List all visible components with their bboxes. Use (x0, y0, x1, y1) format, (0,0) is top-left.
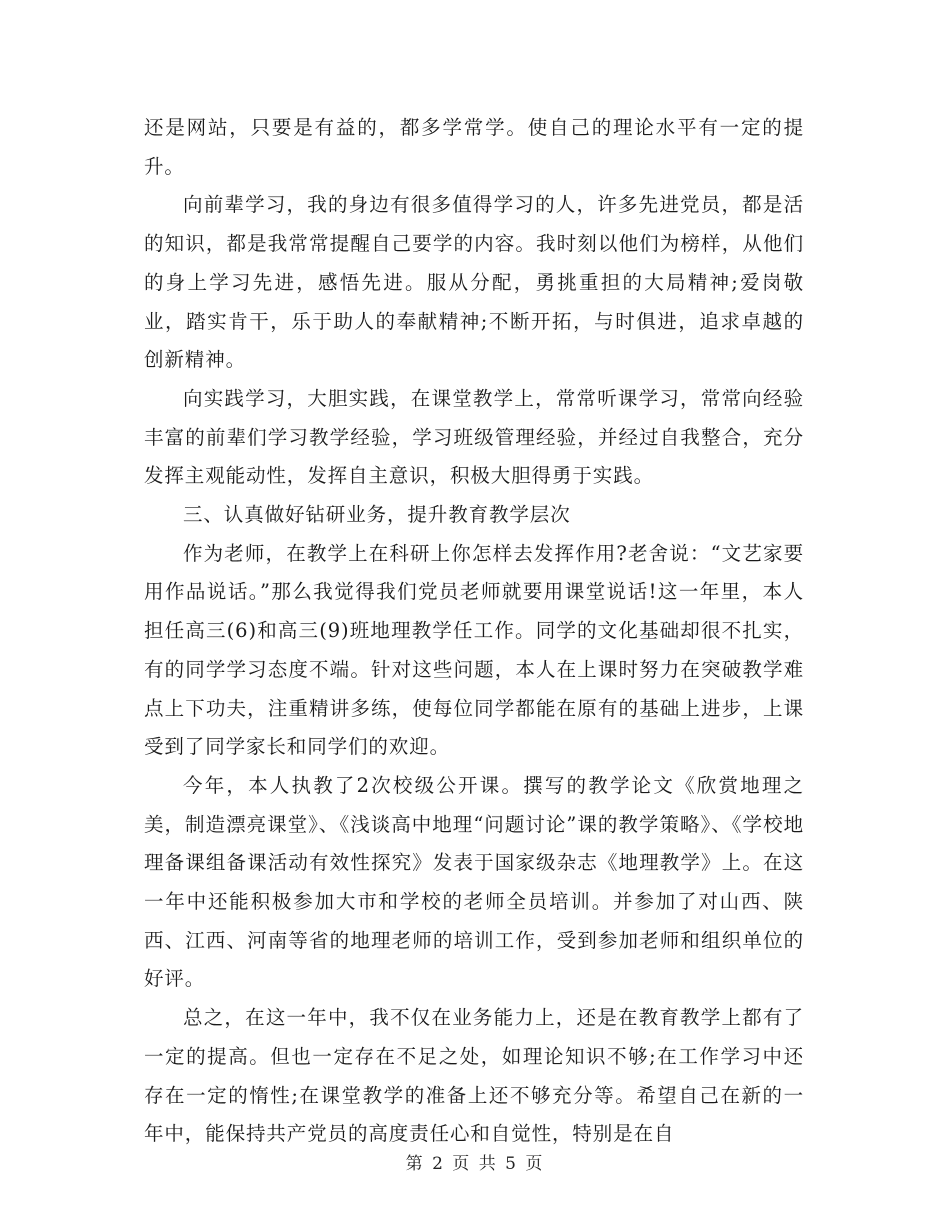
section-heading: 三、认真做好钻研业务，提升教育教学层次 (183, 503, 571, 527)
paragraph-1: 还是网站，只要是有益的，都多学常学。使自己的理论水平有一定的提升。 (144, 116, 804, 178)
document-body (144, 109, 804, 1154)
paragraph-2: 向前辈学习，我的身边有很多值得学习的人，许多先进党员，都是活的知识，都是我常常提醒自己要学的内容。我时刻以他们为榜样，从他们的身上学习先进，感悟先进。服从分配，勇挑重担的大局精神;爱岗敬业，踏实肯干，乐于助人的奉献精神;不断开拓，与时俱进，追求卓越的创新精神。 (144, 193, 804, 372)
paragraph-6: 总之，在这一年中，我不仅在业务能力上，还是在教育教学上都有了一定的提高。但也一定存在不足之处，如理论知识不够;在工作学习中还存在一定的惰性;在课堂教学的准备上还不够充分等。希望自己在新的一年中，能保持共产党员的高度责任心和自觉性，特别是在自 (144, 1006, 804, 1146)
paragraph-4: 作为老师，在教学上在科研上你怎样去发挥作用?老舍说：“文艺家要用作品说话。”那么我觉得我们党员老师就要用课堂说话!这一年里，本人担任高三(6)和高三(9)班地理教学任工作。同学的文化基础却很不扎实，有的同学学习态度不端。针对这些问题，本人在上课时努力在突破教学难点上下功夫，注重精讲多练，使每位同学都能在原有的基础上进步，上课受到了同学家长和同学们的欢迎。 (144, 541, 804, 759)
page-number-footer: 第 2 页 共 5 页 (405, 1154, 545, 1174)
paragraph-3: 向实践学习，大胆实践，在课堂教学上，常常听课学习，常常向经验丰富的前辈们学习教学经验，学习班级管理经验，并经过自我整合，充分发挥主观能动性，发挥自主意识，积极大胆得勇于实践。 (144, 386, 804, 488)
paragraph-5: 今年，本人执教了2次校级公开课。撰写的教学论文《欣赏地理之美，制造漂亮课堂》、《浅谈高中地理“问题讨论”课的教学策略》、《学校地理备课组备课活动有效性探究》发表于国家级杂志《地理教学》上。在这一年中还能积极参加大市和学校的老师全员培训。并参加了对山西、陕西、江西、河南等省的地理老师的培训工作，受到参加老师和组织单位的好评。 (144, 773, 804, 991)
